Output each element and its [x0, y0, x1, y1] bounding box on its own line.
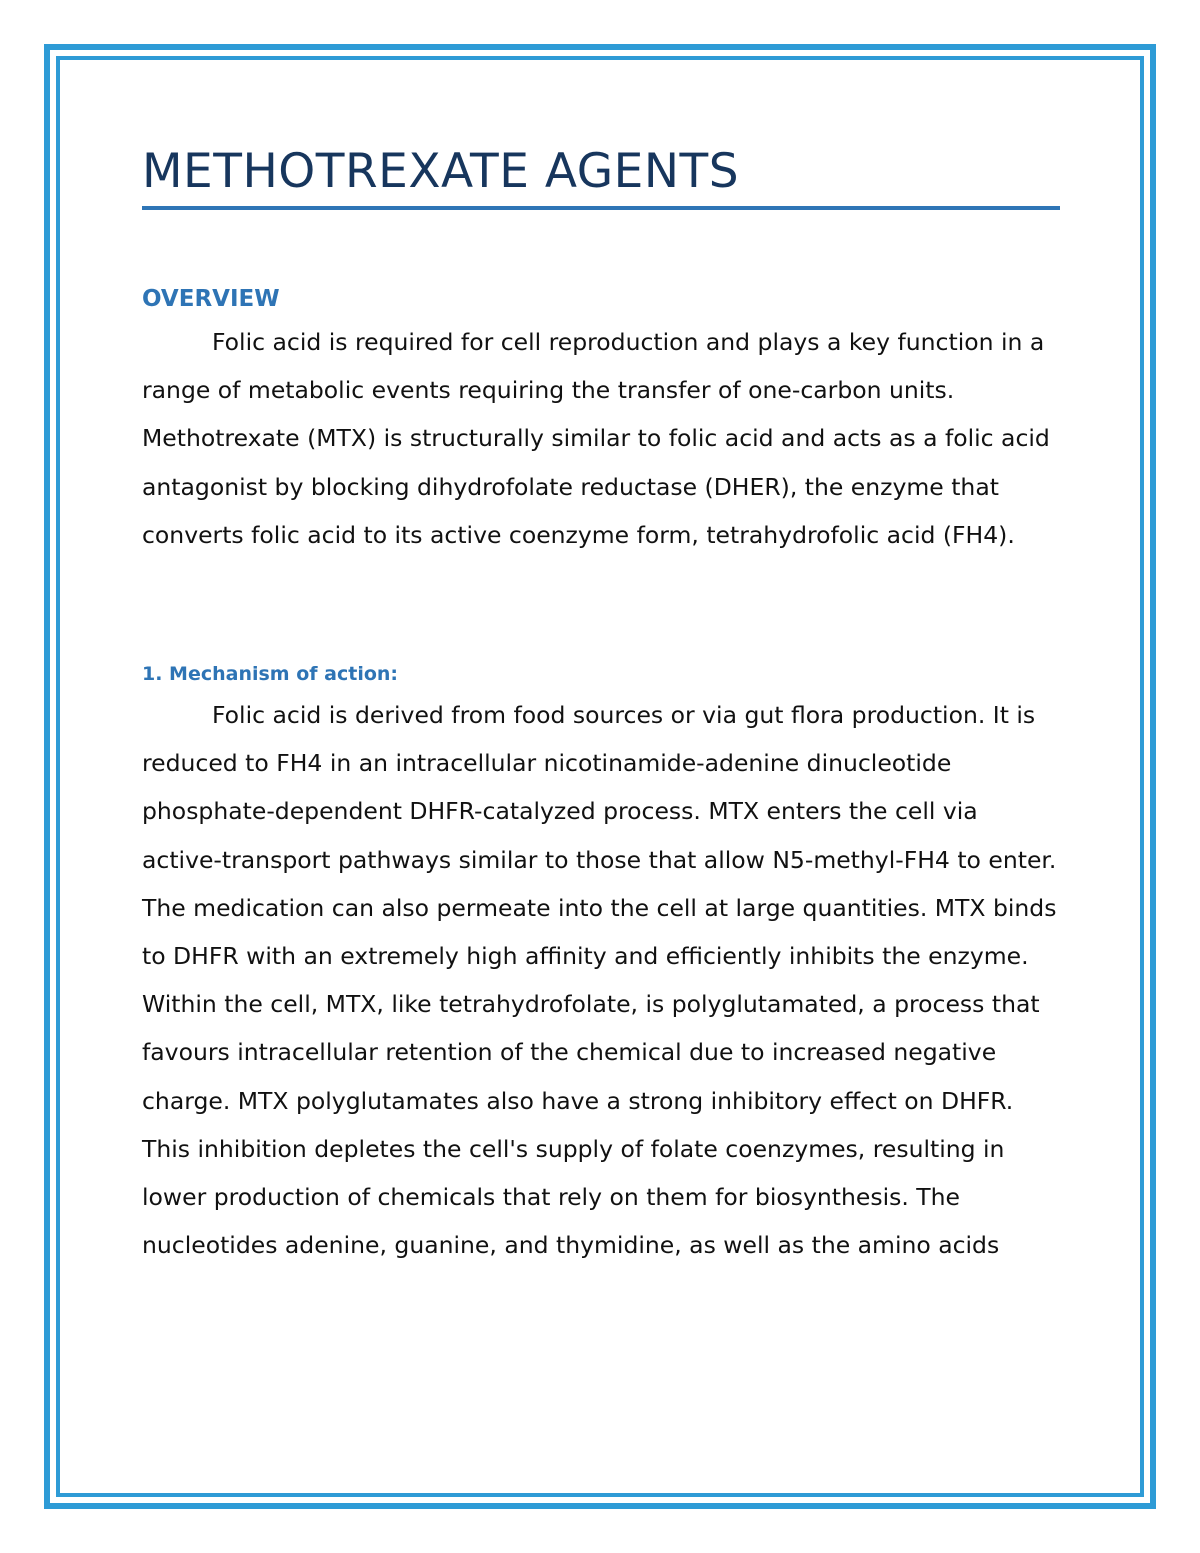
document-content [142, 138, 1060, 1269]
document-title: METHOTREXATE AGENTS [142, 144, 740, 199]
overview-paragraph: Folic acid is required for cell reproduction and plays a key function in a range of metabolic events requiring the transfer of one-carbon units. Methotrexate (MTX) is structurally similar to folic acid and acts as a folic acid antagonist by blocking dihydrofolate reductase (DHER), the enzyme that converts folic acid to its active coenzyme form, tetrahydrofolic acid (FH4). [142, 328, 1050, 549]
overview-heading: OVERVIEW [142, 286, 280, 312]
mechanism-paragraph: Folic acid is derived from food sources or via gut flora production. It is reduced to FH4 in an intracellular nicotinamide-adenine dinucleotide phosphate-dependent DHFR-catalyzed process. MTX enters the cell via active-transport pathways similar to those that allow N5-methyl-FH4 to enter. The medication can also permeate into the cell at large quantities. MTX binds to DHFR with an extremely high affinity and efficiently inhibits the enzyme. Within the cell, MTX, like tetrahydrofolate, is polyglutamated, a process that favours intracellular retention of the chemical due to increased negative charge. MTX polyglutamates also have a strong inhibitory effect on DHFR. This inhibition depletes the cell's supply of folate coenzymes, resulting in lower production of chemicals that rely on them for biosynthesis. The nucleotides adenine, guanine, and thymidine, as well as the amino acids [142, 701, 1057, 1260]
title-underline [142, 206, 1060, 210]
mechanism-heading: 1. Mechanism of action: [142, 663, 399, 686]
